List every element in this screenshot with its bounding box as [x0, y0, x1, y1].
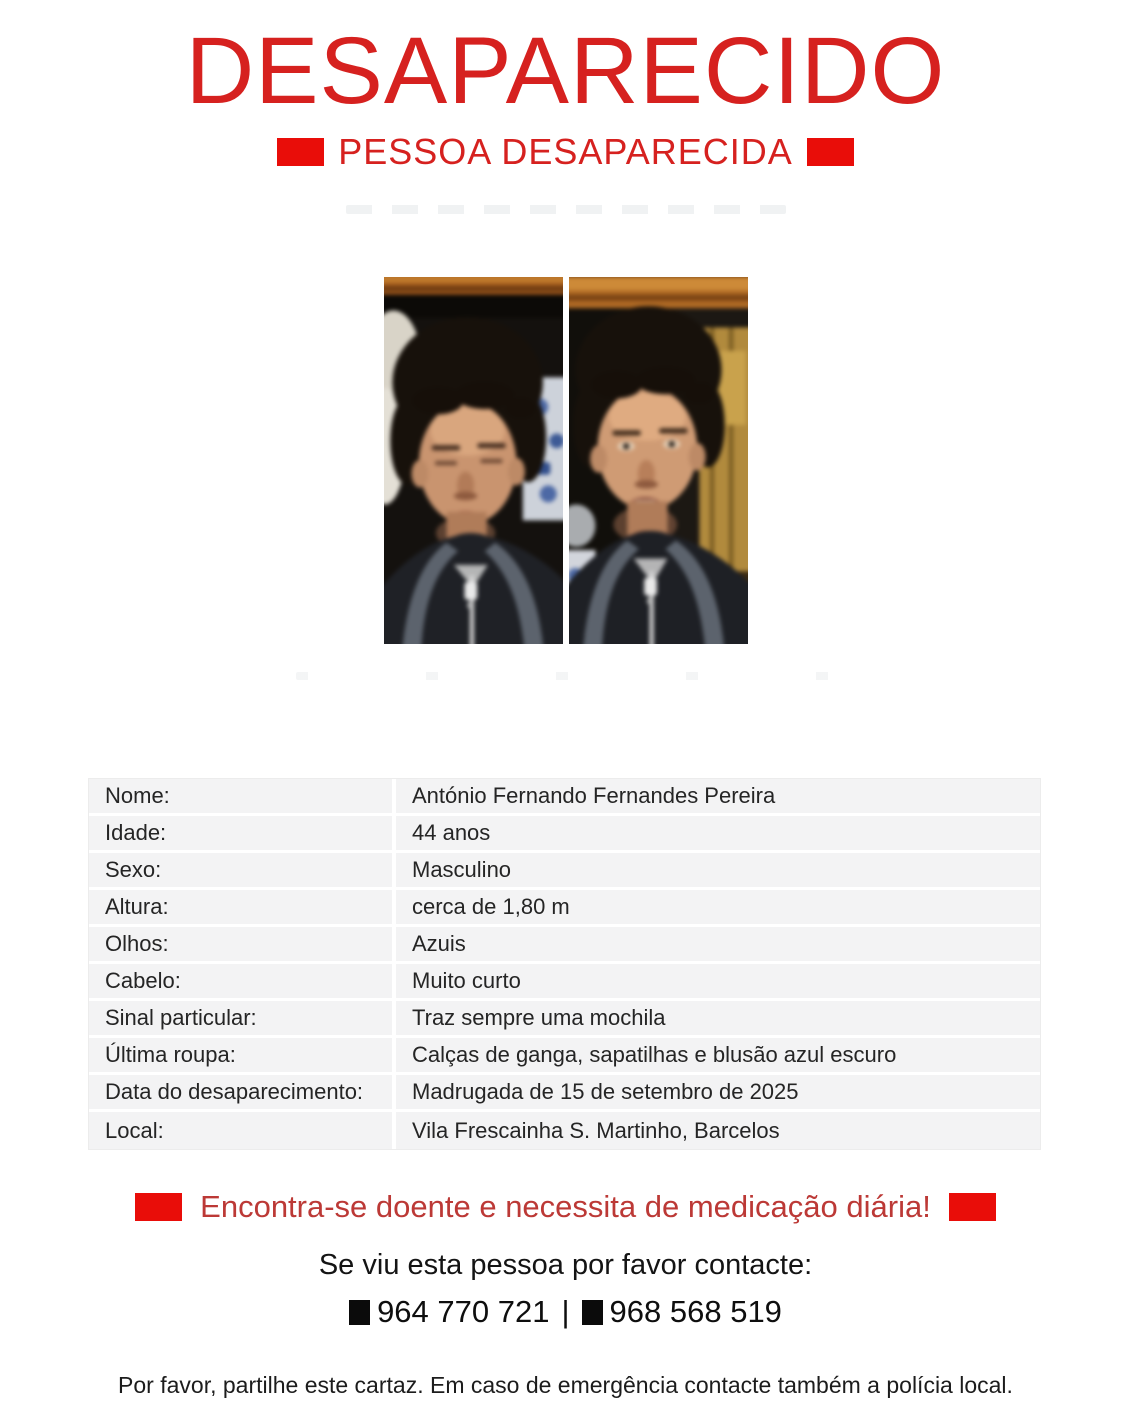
phone-numbers: [0, 1294, 1131, 1330]
detail-value: 44 anos: [396, 816, 1040, 853]
details-table: [88, 778, 1041, 1150]
detail-label: Última roupa:: [89, 1038, 396, 1075]
detail-value: Traz sempre uma mochila: [396, 1001, 1040, 1038]
red-square-icon: [135, 1193, 182, 1221]
footer-note: Por favor, partilhe este cartaz. Em caso de emergência contacte também a polícia local.: [118, 1372, 1013, 1398]
phone-icon: [349, 1300, 370, 1325]
table-row: [89, 816, 1040, 853]
detail-value: Madrugada de 15 de setembro de 2025: [396, 1075, 1040, 1112]
detail-value: cerca de 1,80 m: [396, 890, 1040, 927]
detail-value: Calças de ganga, sapatilhas e blusão azul escuro: [396, 1038, 1040, 1075]
faded-text-artifact: [296, 672, 836, 680]
phone-icon: [582, 1300, 603, 1325]
detail-label: Idade:: [89, 816, 396, 853]
detail-value: Vila Frescainha S. Martinho, Barcelos: [396, 1112, 1040, 1149]
detail-label: Sinal particular:: [89, 1001, 396, 1038]
detail-label: Nome:: [89, 779, 396, 816]
red-square-icon: [277, 138, 324, 166]
photo-left-illustration: [384, 277, 563, 644]
detail-value: Azuis: [396, 927, 1040, 964]
detail-label: Cabelo:: [89, 964, 396, 1001]
alert-banner: [0, 1189, 1131, 1225]
faded-text-artifact: [346, 205, 786, 214]
detail-label: Data do desaparecimento:: [89, 1075, 396, 1112]
phone-separator: |: [561, 1294, 570, 1329]
subtitle-label: PESSOA DESAPARECIDA: [338, 131, 793, 172]
phone-number: 964 770 721: [377, 1294, 550, 1329]
subtitle-banner: [0, 131, 1131, 173]
table-row: [89, 927, 1040, 964]
red-square-icon: [807, 138, 854, 166]
table-row: [89, 1112, 1040, 1149]
phone-number: 968 568 519: [609, 1294, 782, 1329]
detail-label: Sexo:: [89, 853, 396, 890]
detail-label: Olhos:: [89, 927, 396, 964]
table-row: [89, 779, 1040, 816]
detail-value: Muito curto: [396, 964, 1040, 1001]
table-row: [89, 1001, 1040, 1038]
table-row: [89, 890, 1040, 927]
table-row: [89, 1038, 1040, 1075]
missing-person-photo-left: [384, 277, 563, 644]
detail-value: Masculino: [396, 853, 1040, 890]
table-row: [89, 964, 1040, 1001]
contact-heading: Se viu esta pessoa por favor contacte:: [318, 1249, 813, 1281]
photo-right-illustration: [569, 277, 748, 644]
detail-label: Local:: [89, 1112, 396, 1149]
table-row: [89, 1075, 1040, 1112]
poster-title: DESAPARECIDO: [185, 18, 946, 124]
missing-person-photo-right: [569, 277, 748, 644]
detail-value: António Fernando Fernandes Pereira: [396, 779, 1040, 816]
alert-text: Encontra-se doente e necessita de medicação diária!: [200, 1189, 931, 1224]
table-row: [89, 853, 1040, 890]
red-square-icon: [949, 1193, 996, 1221]
detail-label: Altura:: [89, 890, 396, 927]
photo-strip: [0, 277, 1131, 644]
